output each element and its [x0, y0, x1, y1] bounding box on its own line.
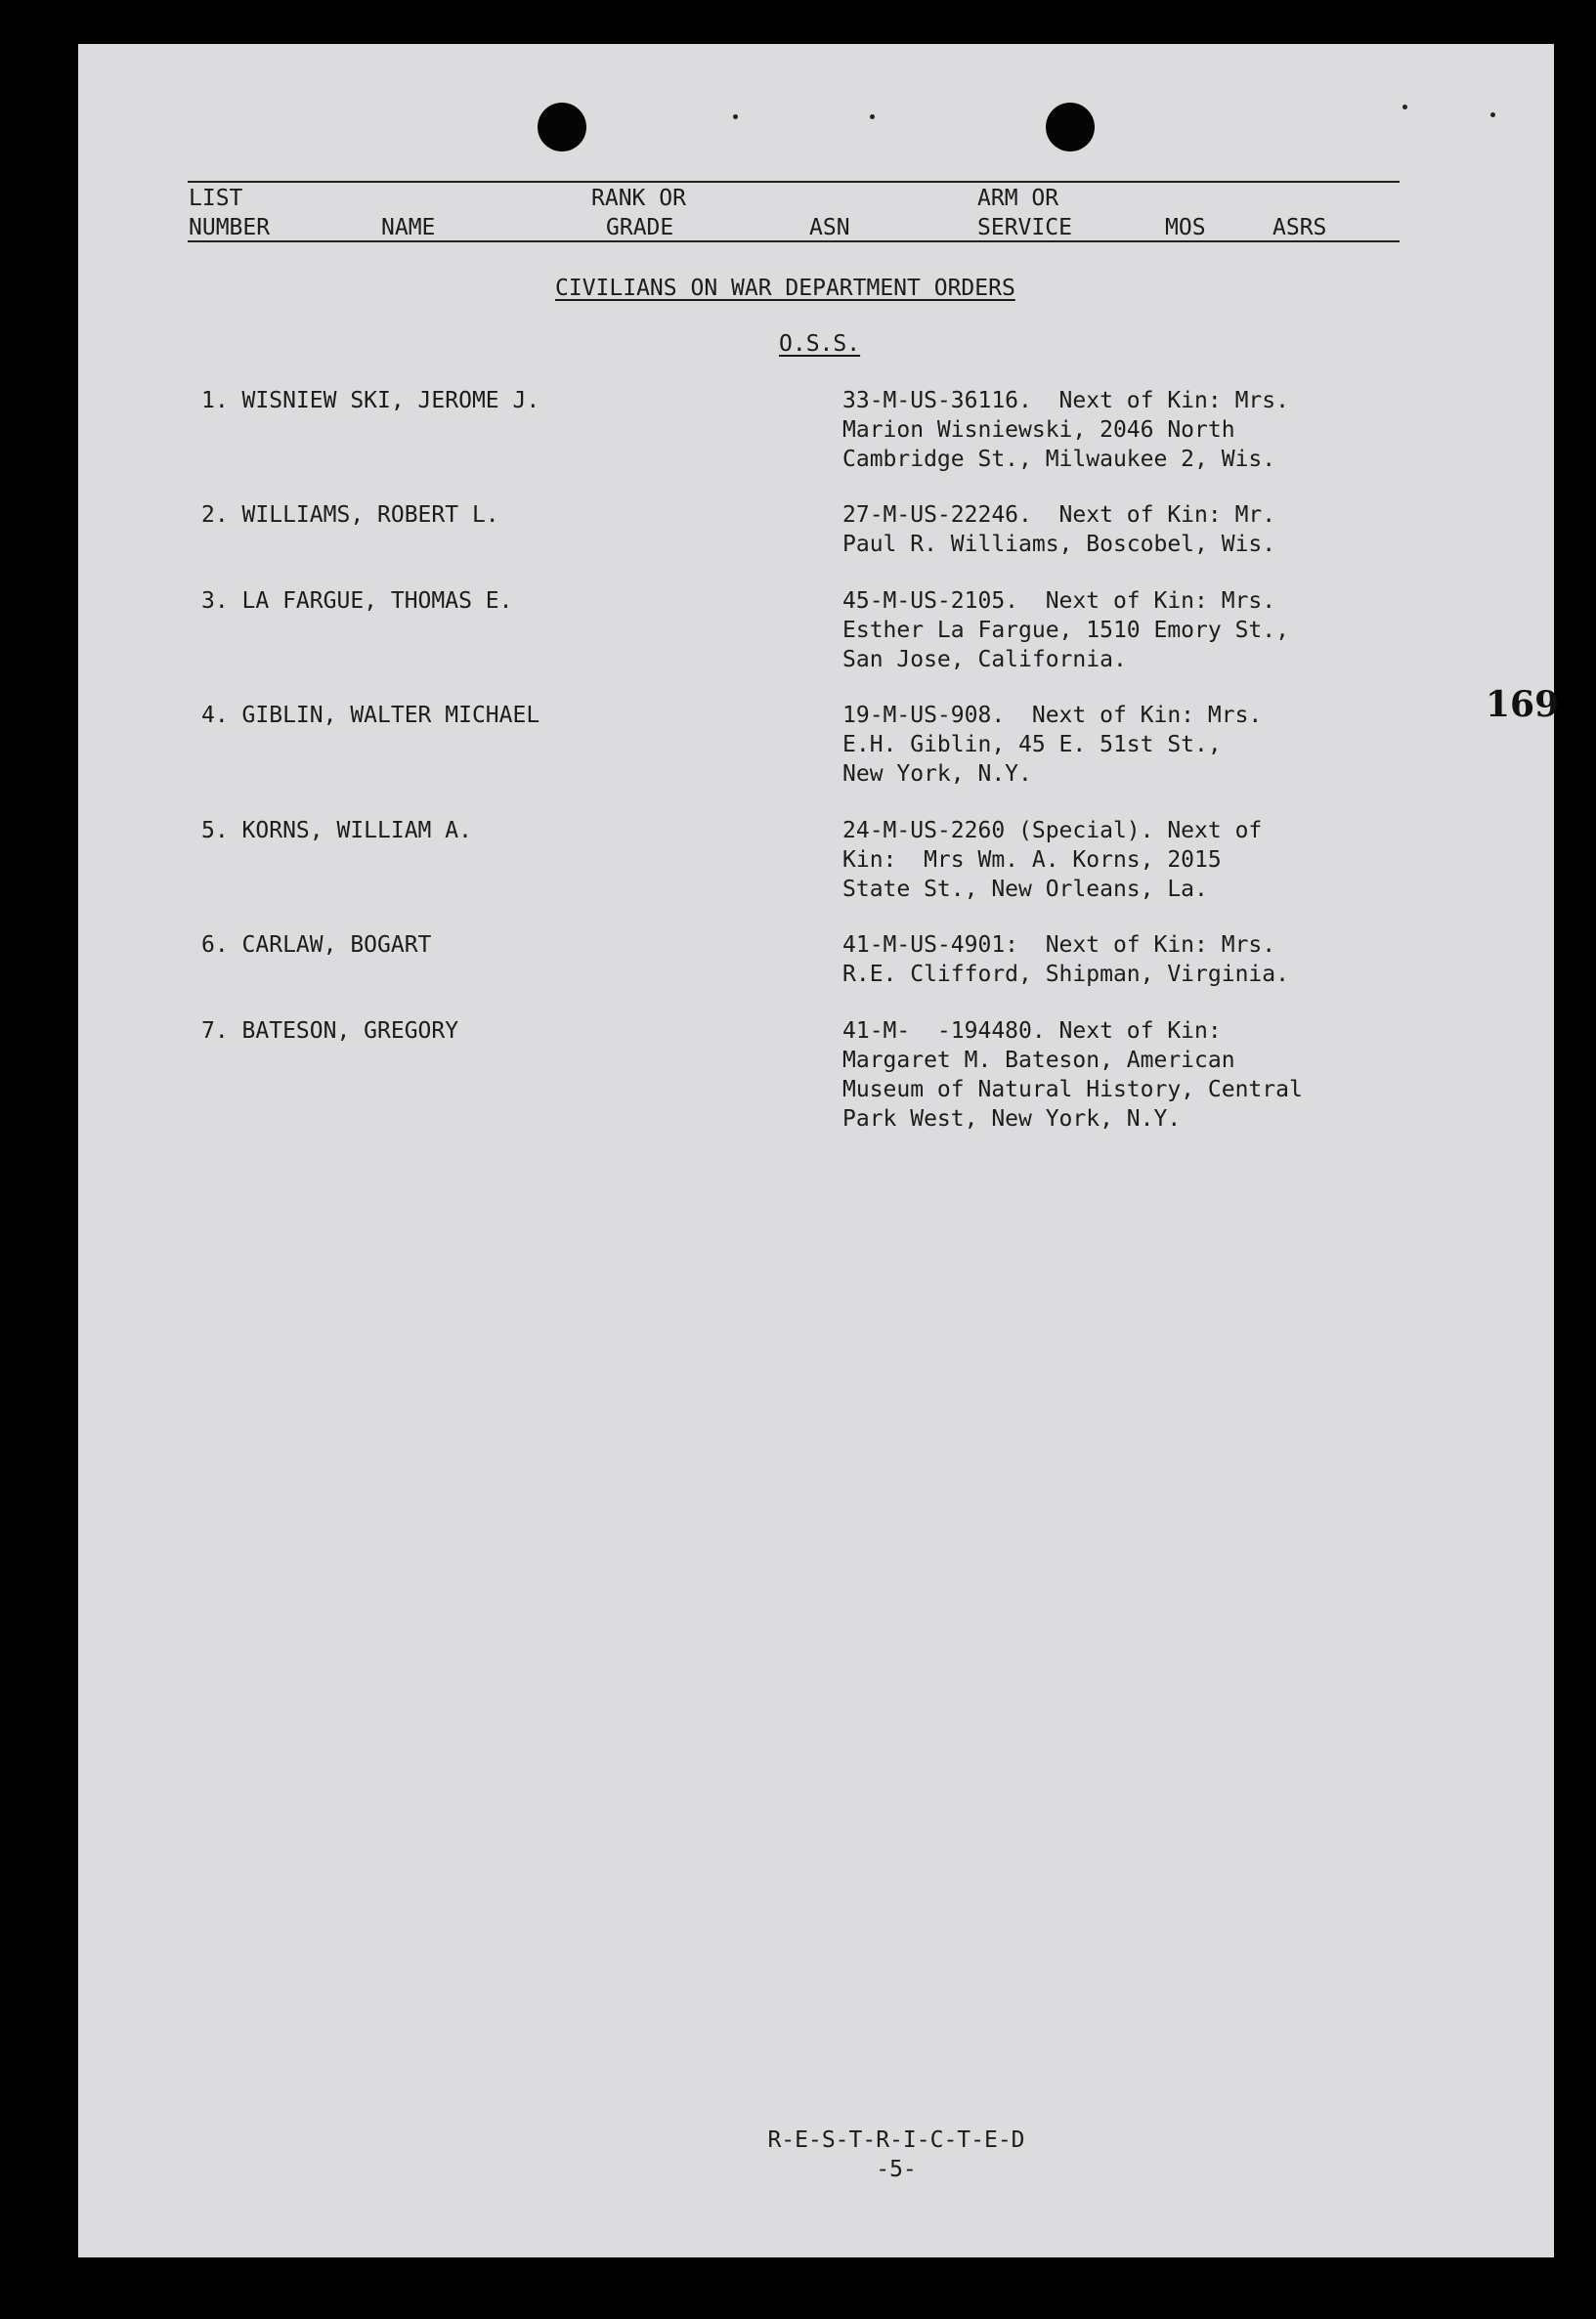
entry-detail: Park West, New York, N.Y. — [842, 1106, 1182, 1132]
entry-detail: 41-M-US-4901: Next of Kin: Mrs. — [842, 932, 1276, 958]
entry-detail: Cambridge St., Milwaukee 2, Wis. — [842, 447, 1276, 472]
header-mos: MOS — [1165, 215, 1206, 240]
entry-detail: 33-M-US-36116. Next of Kin: Mrs. — [842, 388, 1289, 413]
entry-detail: New York, N.Y. — [842, 761, 1032, 787]
header-arm-2: SERVICE — [977, 215, 1072, 240]
entry-name: 7. BATESON, GREGORY — [201, 1018, 459, 1044]
footer-classification: R-E-S-T-R-I-C-T-E-D — [767, 2127, 1025, 2153]
entry-detail: 41-M- -194480. Next of Kin: — [842, 1018, 1222, 1044]
header-arm-1: ARM OR — [977, 186, 1059, 211]
header-rank-1: RANK OR — [591, 186, 686, 211]
footer-page-number: -5- — [876, 2157, 917, 2182]
header-asrs: ASRS — [1272, 215, 1327, 240]
entry-detail: San Jose, California. — [842, 647, 1127, 672]
entry-detail: 27-M-US-22246. Next of Kin: Mr. — [842, 502, 1276, 528]
entry-name: 5. KORNS, WILLIAM A. — [201, 818, 472, 843]
entry-name: 6. CARLAW, BOGART — [201, 932, 432, 958]
header-top-rule — [188, 181, 1400, 183]
entry-detail: State St., New Orleans, La. — [842, 877, 1208, 902]
entry-detail: R.E. Clifford, Shipman, Virginia. — [842, 962, 1289, 987]
entry-detail: 19-M-US-908. Next of Kin: Mrs. — [842, 703, 1263, 728]
document-page — [78, 44, 1560, 2257]
speck — [870, 114, 875, 119]
entry-detail: 45-M-US-2105. Next of Kin: Mrs. — [842, 588, 1276, 614]
subsection-title: O.S.S. — [779, 331, 861, 357]
entry-detail: Museum of Natural History, Central — [842, 1077, 1303, 1102]
entry-detail: Marion Wisniewski, 2046 North — [842, 417, 1235, 443]
punch-hole-left — [538, 103, 586, 151]
entry-detail: Kin: Mrs Wm. A. Korns, 2015 — [842, 847, 1222, 873]
header-bottom-rule — [188, 240, 1400, 242]
entry-name: 4. GIBLIN, WALTER MICHAEL — [201, 703, 540, 728]
section-title: CIVILIANS ON WAR DEPARTMENT ORDERS — [555, 276, 1015, 301]
entry-detail: Margaret M. Bateson, American — [842, 1048, 1235, 1073]
entry-detail: 24-M-US-2260 (Special). Next of — [842, 818, 1263, 843]
header-name: NAME — [381, 215, 436, 240]
header-list-number-2: NUMBER — [189, 215, 271, 240]
speck — [733, 114, 738, 119]
entry-name: 1. WISNIEW SKI, JEROME J. — [201, 388, 540, 413]
entry-name: 3. LA FARGUE, THOMAS E. — [201, 588, 513, 614]
entry-detail: E.H. Giblin, 45 E. 51st St., — [842, 732, 1222, 757]
header-rank-2: GRADE — [606, 215, 674, 240]
entry-detail: Paul R. Williams, Boscobel, Wis. — [842, 532, 1276, 557]
header-list-number-1: LIST — [189, 186, 243, 211]
speck — [1490, 112, 1495, 117]
punch-hole-right — [1046, 103, 1095, 151]
header-asn: ASN — [809, 215, 850, 240]
page-stamp-number: 169 — [1486, 684, 1560, 725]
speck — [1402, 105, 1407, 109]
entry-name: 2. WILLIAMS, ROBERT L. — [201, 502, 499, 528]
entry-detail: Esther La Fargue, 1510 Emory St., — [842, 618, 1289, 643]
